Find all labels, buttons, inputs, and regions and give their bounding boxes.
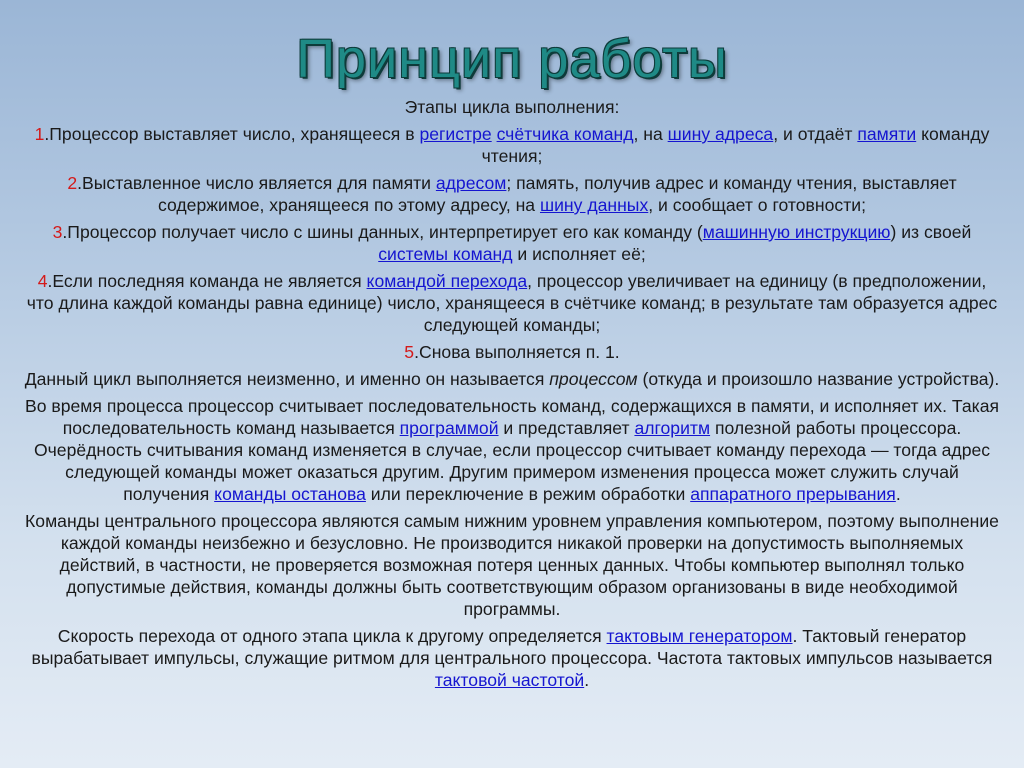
- paragraph-text: .: [584, 670, 590, 690]
- link-clock-rate[interactable]: тактовой частотой: [434, 670, 585, 690]
- step-text: , процессор увеличивает на единицу (в предположении, что длина каждой команды равна единице) число, хранящееся в счётчике команд; в результате там образуется адрес следующей команды;: [26, 271, 998, 335]
- step-text: .Если последняя команда не является: [47, 271, 367, 291]
- step-text: ; память, получив адрес и команду чтения, выставляет содержимое, хранящееся по этому адресу, на: [158, 173, 957, 215]
- paragraph-text: и представляет: [498, 418, 635, 438]
- step-text: , и сообщает о готовности;: [648, 195, 866, 215]
- link-clock-generator[interactable]: тактовым генератором: [606, 626, 793, 646]
- step-3: [24, 221, 1000, 265]
- step-number: 3: [52, 222, 63, 242]
- step-text: .Снова выполняется п. 1.: [414, 342, 620, 362]
- link-hardware-interrupt[interactable]: аппаратного прерывания: [690, 484, 896, 504]
- step-2: [24, 172, 1000, 216]
- paragraph-text: Во время процесса процессор считывает последовательность команд, содержащихся в памяти, и исполняет их. Такая последовательность команд называется: [24, 396, 1000, 438]
- link-algorithm[interactable]: алгоритм: [634, 418, 711, 438]
- step-text: и исполняет её;: [512, 244, 646, 264]
- step-1: [24, 123, 1000, 167]
- link-address[interactable]: адресом: [435, 173, 507, 193]
- step-text: команду чтения;: [481, 124, 990, 166]
- link-memory[interactable]: памяти: [857, 124, 917, 144]
- link-address-bus[interactable]: шину адреса: [667, 124, 774, 144]
- paragraph-text: Скорость перехода от одного этапа цикла к другому определяется: [57, 626, 607, 646]
- link-register[interactable]: регистре: [419, 124, 492, 144]
- paragraph-commands: Команды центрального процессора являются самым нижним уровнем управления компьютером, поэтому выполнение каждой команды неизбежно и безусловно. Не производится никакой проверки на допустимость выполняемых действий, в частности, не проверяется возможная потеря ценных данных. Чтобы компьютер выполнял только допустимые действия, команды должны быть соответствующим образом организованы в виде необходимой программы.: [25, 511, 999, 619]
- step-5: [24, 341, 1000, 363]
- step-number: 4: [37, 271, 48, 291]
- step-text: .Процессор выставляет число, хранящееся в: [44, 124, 420, 144]
- step-text: ) из своей: [890, 222, 972, 242]
- paragraph-text: (откуда и произошло название устройства).: [637, 369, 1000, 389]
- paragraph-process: [24, 395, 1000, 505]
- step-text: .Выставленное число является для памяти: [77, 173, 436, 193]
- emphasis-process: процессом: [549, 369, 638, 389]
- link-jump-instruction[interactable]: командой перехода: [366, 271, 528, 291]
- link-data-bus[interactable]: шину данных: [539, 195, 649, 215]
- slide-title: Принцип работы: [296, 29, 728, 89]
- step-text: , и отдаёт: [773, 124, 858, 144]
- link-machine-instruction[interactable]: машинную инструкцию: [702, 222, 891, 242]
- intro-text: Этапы цикла выполнения:: [404, 97, 620, 117]
- slide-body: [24, 96, 1000, 696]
- link-instruction-set[interactable]: системы команд: [378, 244, 513, 264]
- paragraph-text: полезной работы процессора. Очерёдность считывания команд изменяется в случае, если процессор считывает команду перехода — тогда адрес следующей команды может оказаться другим. Другим примером изменения процесса может служить случай получения: [33, 418, 991, 504]
- link-program[interactable]: программой: [399, 418, 499, 438]
- paragraph-speed: [24, 625, 1000, 691]
- paragraph-text: .: [895, 484, 901, 504]
- step-number: 5: [404, 342, 415, 362]
- link-halt-instruction[interactable]: команды останова: [214, 484, 366, 504]
- step-text: , на: [633, 124, 668, 144]
- step-4: [24, 270, 1000, 336]
- paragraph-text: или переключение в режим обработки: [365, 484, 691, 504]
- paragraph-cycle: [24, 368, 1000, 390]
- paragraph-text: Данный цикл выполняется неизменно, и именно он называется: [24, 369, 550, 389]
- step-number: 2: [67, 173, 78, 193]
- step-text: .Процессор получает число с шины данных, интерпретирует его как команду (: [62, 222, 703, 242]
- step-number: 1: [34, 124, 45, 144]
- paragraph-text: . Тактовый генератор вырабатывает импульсы, служащие ритмом для центрального процессора. Частота тактовых импульсов называется: [31, 626, 993, 668]
- link-program-counter[interactable]: счётчика команд: [496, 124, 634, 144]
